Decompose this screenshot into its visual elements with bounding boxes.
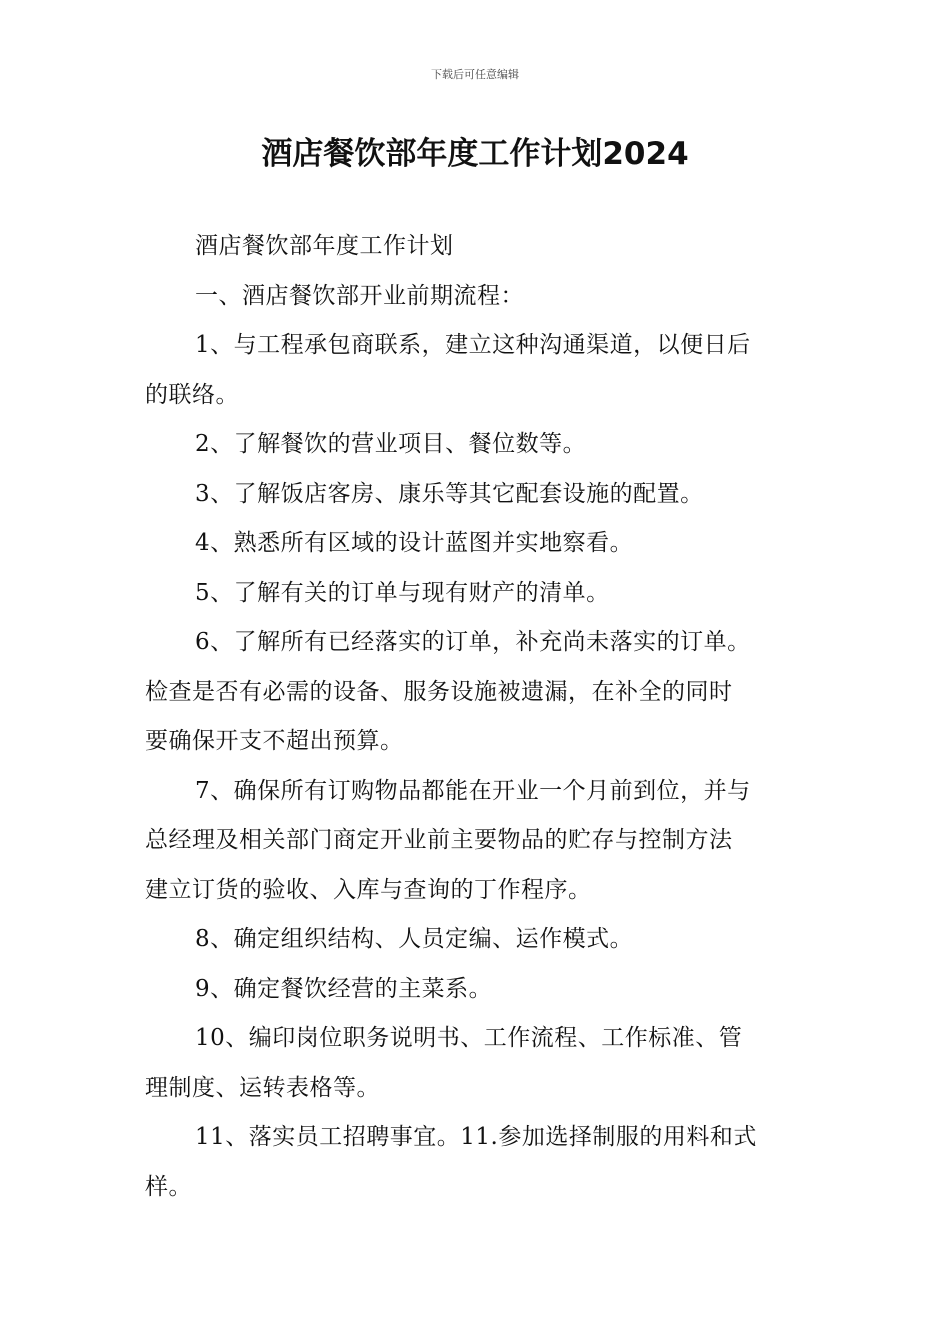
- document-title: 酒店餐饮部年度工作计划2024: [261, 136, 689, 172]
- paragraph: [145, 1113, 807, 1212]
- paragraph: [145, 767, 807, 916]
- paragraph: [145, 470, 807, 520]
- paragraph-line: 的联络。: [145, 381, 239, 408]
- paragraph-line: 4、熟悉所有区域的设计蓝图并实地察看。: [195, 530, 634, 556]
- paragraph-line: 理制度、运转表格等。: [145, 1074, 380, 1101]
- paragraph: [145, 519, 807, 569]
- header-note: 下载后可任意编辑: [431, 68, 519, 81]
- paragraph: [145, 569, 807, 619]
- paragraph: [145, 321, 807, 420]
- paragraph-line: 总经理及相关部门商定开业前主要物品的贮存与控制方法: [145, 827, 733, 853]
- paragraph: [145, 222, 807, 272]
- paragraph-line: 3、了解饭店客房、康乐等其它配套设施的配置。: [195, 480, 704, 507]
- paragraph: [145, 420, 807, 470]
- paragraph-line: 7、确保所有订购物品都能在开业一个月前到位，并与: [195, 777, 751, 804]
- paragraph-line: 一、酒店餐饮部开业前期流程：: [195, 282, 524, 309]
- paragraph-line: 8、确定组织结构、人员定编、运作模式。: [195, 926, 634, 952]
- paragraph-line: 6、了解所有已经落实的订单，补充尚未落实的订单。: [195, 629, 751, 655]
- document-body: [145, 222, 807, 1212]
- paragraph-line: 要确保开支不超出预算。: [145, 728, 404, 754]
- paragraph: [145, 915, 807, 965]
- paragraph: [145, 965, 807, 1015]
- paragraph-line: 11、落实员工招聘事宜。11.参加选择制服的用料和式: [195, 1124, 757, 1150]
- paragraph-line: 10、编印岗位职务说明书、工作流程、工作标准、管: [195, 1025, 743, 1051]
- paragraph-line: 9、确定餐饮经营的主菜系。: [195, 975, 493, 1002]
- paragraph-line: 酒店餐饮部年度工作计划: [195, 233, 454, 259]
- paragraph: [145, 618, 807, 767]
- paragraph-line: 5、了解有关的订单与现有财产的清单。: [195, 579, 610, 606]
- paragraph-line: 样。: [145, 1173, 192, 1200]
- paragraph-line: 2、了解餐饮的营业项目、餐位数等。: [195, 431, 587, 457]
- paragraph-line: 1、与工程承包商联系，建立这种沟通渠道，以便日后: [195, 332, 751, 358]
- paragraph-line: 检查是否有必需的设备、服务设施被遗漏，在补全的同时: [145, 678, 733, 705]
- paragraph: [145, 1014, 807, 1113]
- paragraph: [145, 272, 807, 322]
- paragraph-line: 建立订货的验收、入库与查询的丁作程序。: [145, 876, 592, 903]
